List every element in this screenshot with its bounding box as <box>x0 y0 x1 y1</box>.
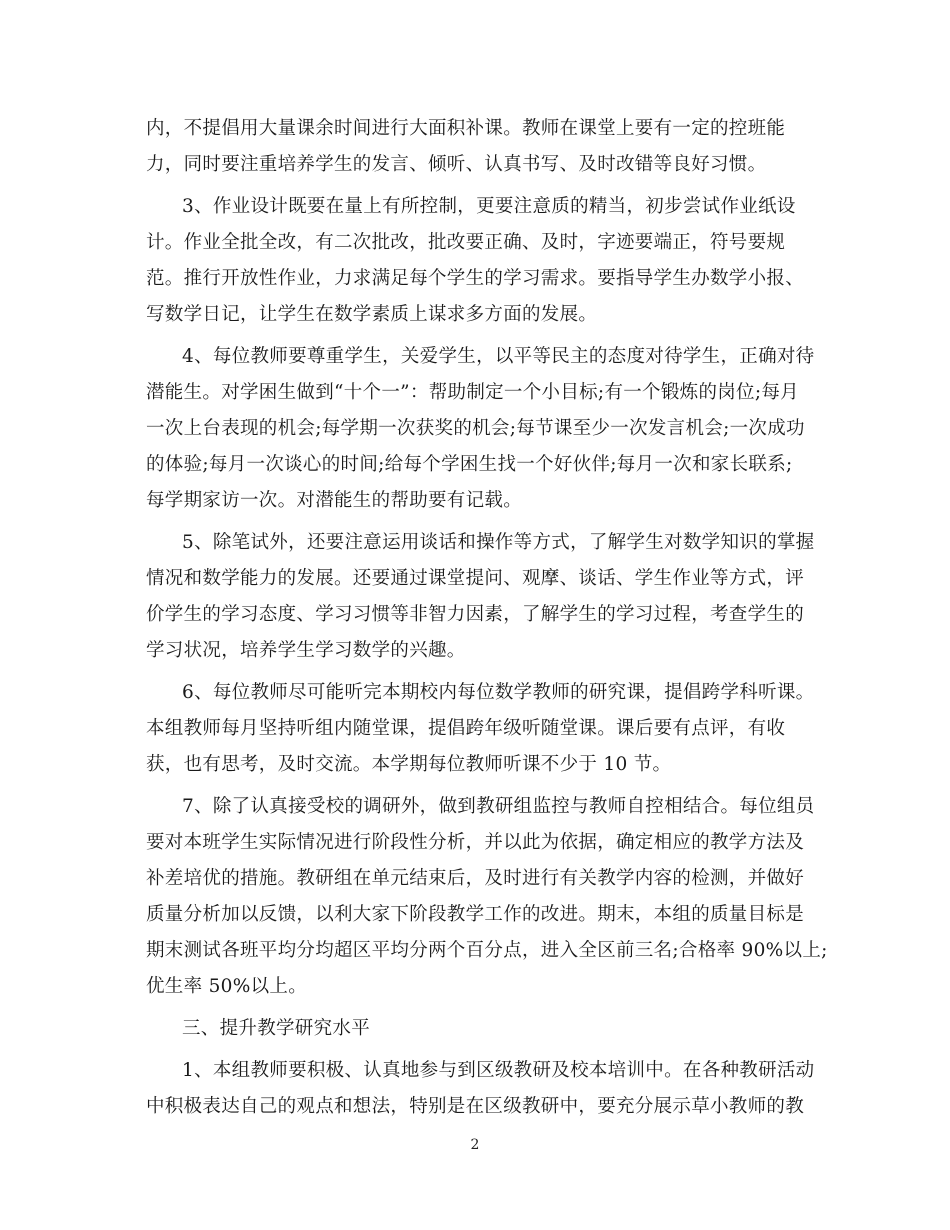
text-line: 范。推行开放性作业，力求满足每个学生的学习需求。要指导学生办数学小报、 <box>146 268 805 289</box>
text-line: 中积极表达自己的观点和想法，特别是在区级教研中，要充分展示草小教师的教 <box>146 1096 805 1117</box>
text-line: 本组教师每月坚持听组内随堂课，提倡跨年级听随堂课。课后要有点评，有收 <box>146 718 786 739</box>
text-line: 价学生的学习态度、学习习惯等非智力因素，了解学生的学习过程，考查学生的 <box>146 604 805 625</box>
text-line: 力，同时要注重培养学生的发言、倾听、认真书写、及时改错等良好习惯。 <box>146 154 767 175</box>
text-line: 优生率 50%以上。 <box>146 976 308 997</box>
text-line: 潜能生。对学困生做到“十个一”：帮助制定一个小目标;有一个锻炼的岗位;每月 <box>146 382 799 403</box>
text-line: 质量分析加以反馈，以利大家下阶段教学工作的改进。期末，本组的质量目标是 <box>146 904 805 925</box>
text-line: 一次上台表现的机会;每学期一次获奖的机会;每节课至少一次发言机会;一次成功 <box>146 418 805 439</box>
text-line: 补差培优的措施。教研组在单元结束后，及时进行有关教学内容的检测，并做好 <box>146 868 805 889</box>
text-line: 获，也有思考，及时交流。本学期每位教师听课不少于 10 节。 <box>146 754 672 775</box>
text-line: 期末测试各班平均分均超区平均分两个百分点，进入全区前三名;合格率 90%以上; <box>146 940 828 961</box>
text-line: 情况和数学能力的发展。还要通过课堂提问、观摩、谈话、学生作业等方式，评 <box>146 568 805 589</box>
paragraph-start-line: 7、除了认真接受校的调研外，做到教研组监控与教师自控相结合。每位组员 <box>182 796 815 817</box>
paragraph-start-line: 5、除笔试外，还要注意运用谈话和操作等方式，了解学生对数学知识的掌握 <box>182 532 815 553</box>
text-line: 写数学日记，让学生在数学素质上谋求多方面的发展。 <box>146 304 598 325</box>
section-heading: 三、提升教学研究水平 <box>182 1018 371 1039</box>
paragraph-start-line: 4、每位教师要尊重学生，关爱学生，以平等民主的态度对待学生，正确对待 <box>182 346 815 367</box>
text-line: 学习状况，培养学生学习数学的兴趣。 <box>146 640 466 661</box>
paragraph-start-line: 6、每位教师尽可能听完本期校内每位数学教师的研究课，提倡跨学科听课。 <box>182 682 815 703</box>
text-line: 内，不提倡用大量课余时间进行大面积补课。教师在课堂上要有一定的控班能 <box>146 118 786 139</box>
paragraph-start-line: 1、本组教师要积极、认真地参与到区级教研及校本培训中。在各种教研活动 <box>182 1060 815 1081</box>
paragraph-start-line: 3、作业设计既要在量上有所控制，更要注意质的精当，初步尝试作业纸设 <box>182 196 796 217</box>
text-line: 每学期家访一次。对潜能生的帮助要有记载。 <box>146 490 523 511</box>
text-line: 要对本班学生实际情况进行阶段性分析，并以此为依据，确定相应的教学方法及 <box>146 832 805 853</box>
text-line: 的体验;每月一次谈心的时间;给每个学困生找一个好伙伴;每月一次和家长联系; <box>146 454 793 475</box>
text-line: 计。作业全批全改，有二次批改，批改要正确、及时，字迹要端正，符号要规 <box>146 232 786 253</box>
page-number: 2 <box>470 1137 480 1153</box>
